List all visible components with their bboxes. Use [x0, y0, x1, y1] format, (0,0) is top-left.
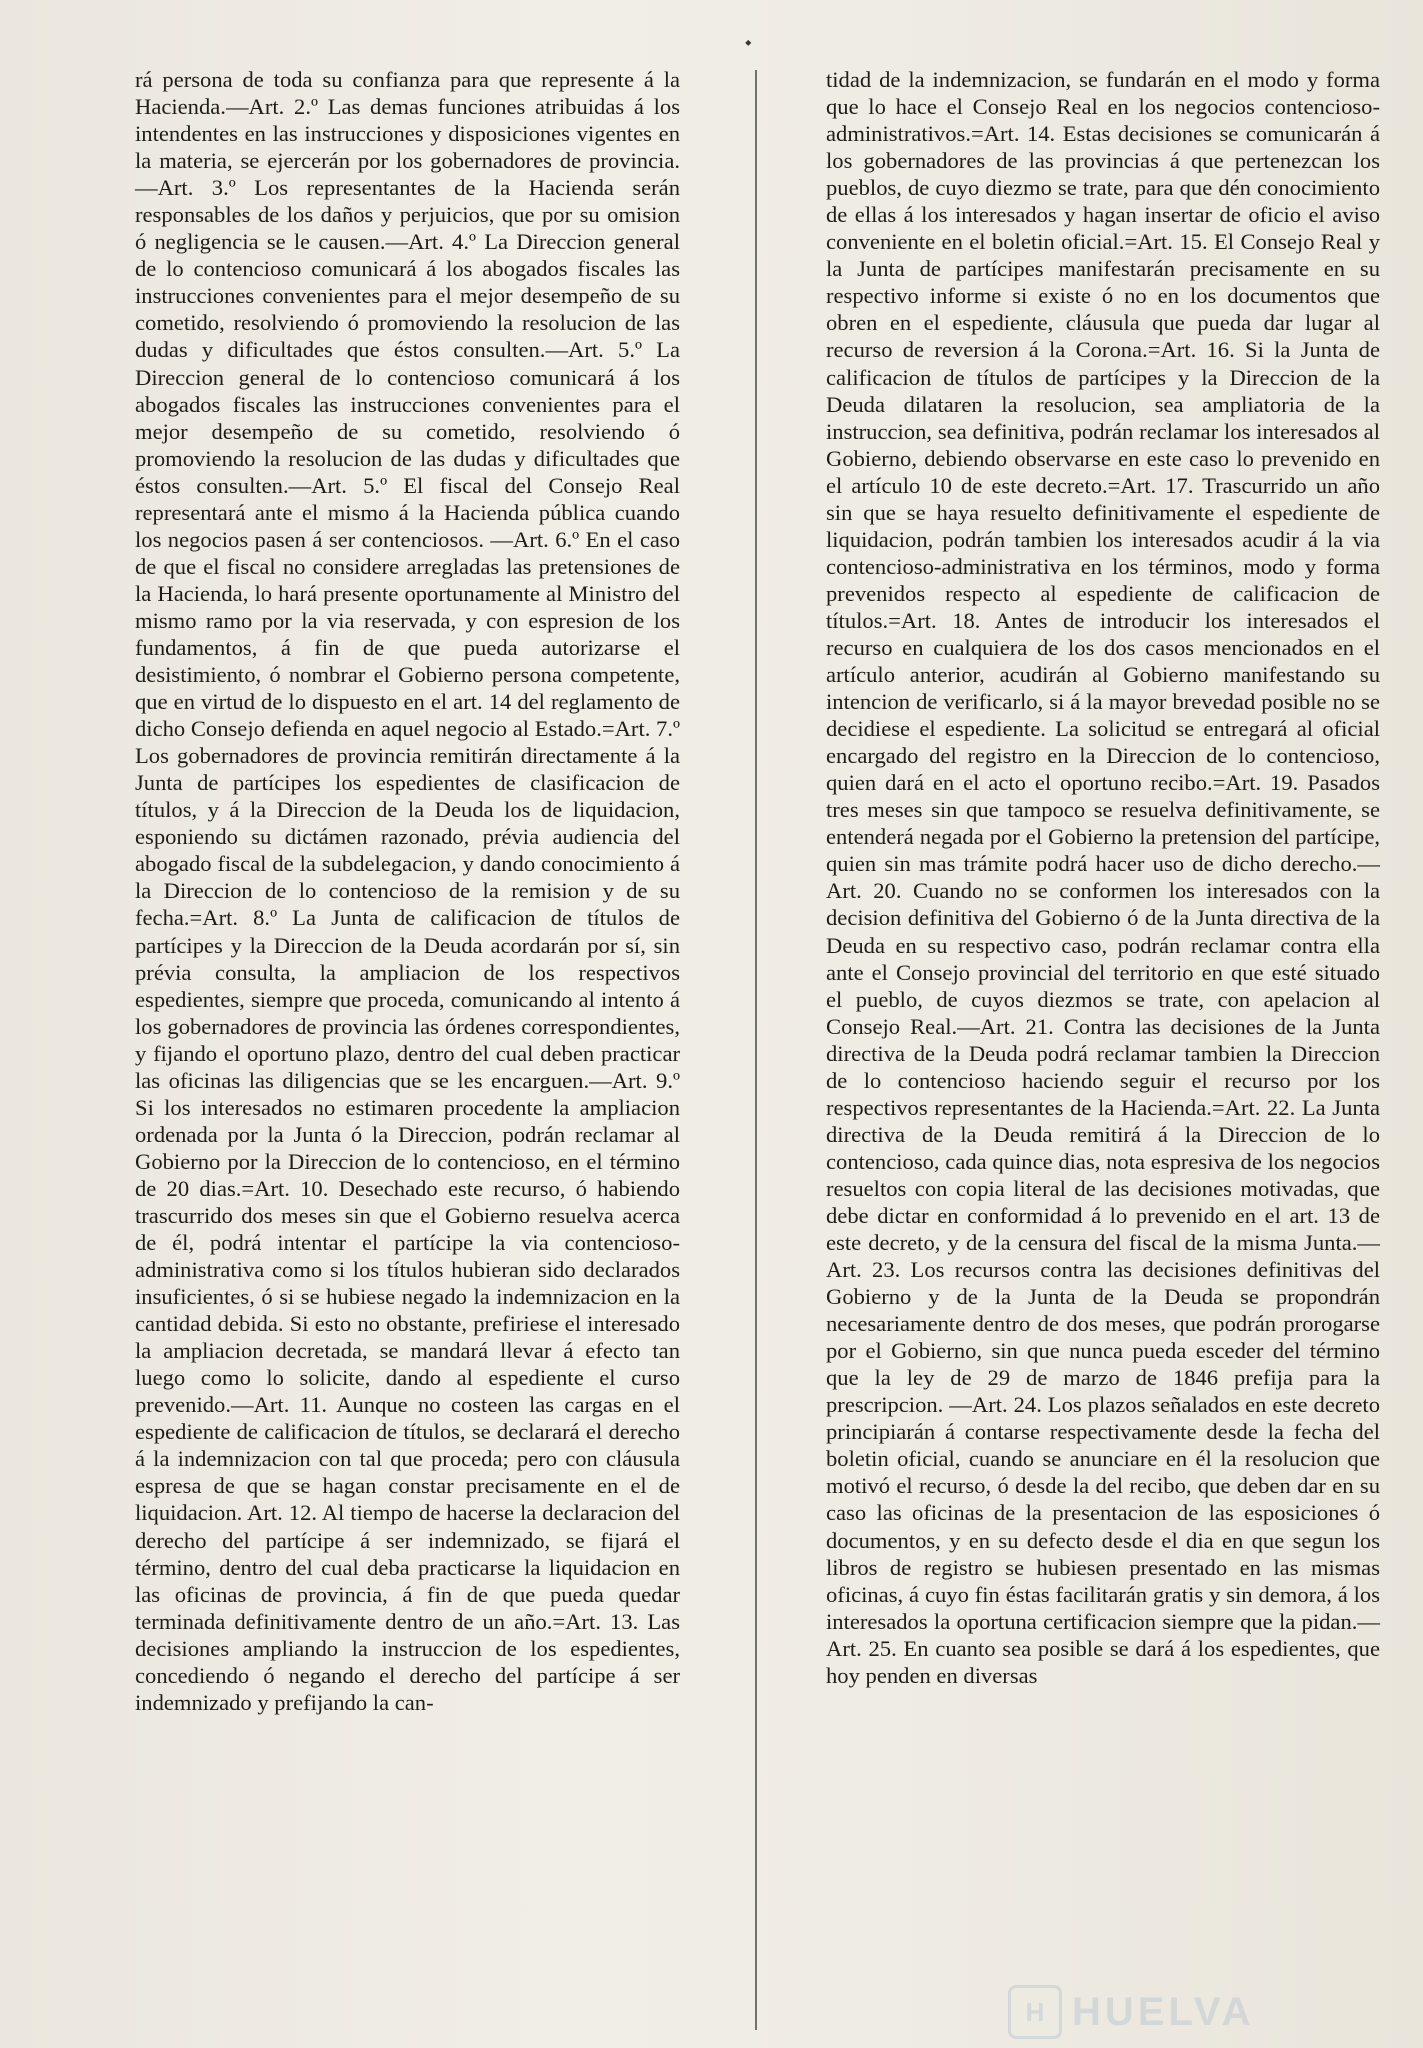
right-column-text: tidad de la indemnizacion, se fundarán en el modo y forma que lo hace el Consejo Real en los negocios contencioso-administrativos.=Art. 14. Estas decisiones se comunicarán á los gobernadores de las provincias á que pertenezcan los pueblos, de cuyo diezmo se trate, para que dén conocimiento de ellas á los interesados y hagan insertar de oficio el aviso conveniente en el boletin oficial.=Art. 15. El Consejo Real y la Junta de partícipes manifestarán precisamente en su respectivo informe si existe ó no en los documentos que obren en el espediente, cláusula que pueda dar lugar al recurso de reversion á la Corona.=Art. 16. Si la Junta de calificacion de títulos de partícipes y la Direccion de la Deuda dilataren la resolucion, sea ampliatoria de la instruccion, sea definitiva, podrán reclamar los interesados al Gobierno, debiendo observarse en este caso lo prevenido en el artículo 10 de este decreto.=Art. 17. Trascurrido un año sin que se haya resuelto definitivamente el espediente de liquidacion, podrán tambien los interesados acudir á la via contencioso-administrativa en los términos, modo y forma prevenidos respecto al espediente de calificacion de títulos.=Art. 18. Antes de introducir los interesados el recurso en cualquiera de los dos casos mencionados en el artículo anterior, acudirán al Gobierno manifestando su intencion de verificarlo, si á la mayor brevedad posible no se decidiese el espediente. La solicitud se entregará al oficial encargado del registro en la Direccion de lo contencioso, quien dará en el acto el oportuno recibo.=Art. 19. Pasados tres meses sin que tampoco se resuelva definitivamente, se entenderá negada por el Gobierno la pretension del partícipe, quien sin mas trámite podrá hacer uso de dicho derecho.—Art. 20. Cuando no se conformen los interesados con la decision definitiva del Gobierno ó de la Junta directiva de la Deuda en su respectivo caso, podrán reclamar contra ella ante el Consejo provincial del territorio en que esté situado el pueblo, de cuyos diezmos se trate, con apelacion al Consejo Real.—Art. 21. Contra las decisiones de la Junta directiva de la Deuda podrá reclamar tambien la Direccion de lo contencioso haciendo seguir el recurso por los respectivos representantes de la Hacienda.=Art. 22. La Junta directiva de la Deuda remitirá á la Direccion de lo contencioso, cada quince dias, nota espresiva de los negocios resueltos con copia literal de las decisiones motivadas, que debe dictar en conformidad á lo prevenido en el art. 13 de este decreto, y de la censura del fiscal de la misma Junta.—Art. 23. Los recursos contra las decisiones definitivas del Gobierno y de la Junta de la Deuda se propondrán necesariamente dentro de dos meses, que podrán prorogarse por el Gobierno, sin que nunca pueda esceder del término que la ley de 29 de marzo de 1846 prefija para la prescripcion. —Art. 24. Los plazos señalados en este decreto principiarán á contarse respectivamente desde la fecha del boletin oficial, cuando se anunciare en él la resolucion que motivó el recurso, ó desde la del recibo, que deben dar en su caso las oficinas de la presentacion de las esposiciones ó documentos, y en su defecto desde el dia en que segun los libros de registro se hubiesen presentado en las mismas oficinas, á cuyo fin éstas facilitarán gratis y sin demora, á los interesados la oportuna certificacion siempre que la pidan.—Art. 25. En cuanto sea posible se dará á los espedientes, que hoy penden en diversas [826, 67, 1380, 1688]
left-column-text: rá persona de toda su confianza para que represente á la Hacienda.—Art. 2.º Las demas funciones atribuidas á los intendentes en las instrucciones y disposiciones vigentes en la materia, se ejercerán por los gobernadores de provincia.—Art. 3.º Los representantes de la Hacienda serán responsables de los daños y perjuicios, que por su omision ó negligencia se le causen.—Art. 4.º La Direccion general de lo contencioso comunicará á los abogados fiscales las instrucciones convenientes para el mejor desempeño de su cometido, resolviendo ó promoviendo la resolucion de las dudas y dificultades que éstos consulten.—Art. 5.º La Direccion general de lo contencioso comunicará á los abogados fiscales las instrucciones convenientes para el mejor desempeño de su cometido, resolviendo ó promoviendo la resolucion de las dudas y dificultades que éstos consulten.—Art. 5.º El fiscal del Consejo Real representará ante el mismo á la Hacienda pública cuando los negocios pasen á ser contenciosos. —Art. 6.º En el caso de que el fiscal no considere arregladas las pretensiones de la Hacienda, lo hará presente oportunamente al Ministro del mismo ramo por la via reservada, y con espresion de los fundamentos, á fin de que pueda autorizarse el desistimiento, ó nombrar el Gobierno persona competente, que en virtud de lo dispuesto en el art. 14 del reglamento de dicho Consejo defienda en aquel negocio al Estado.=Art. 7.º Los gobernadores de provincia remitirán directamente á la Junta de partícipes los espedientes de clasificacion de títulos, y á la Direccion de la Deuda los de liquidacion, esponiendo su dictámen razonado, prévia audiencia del abogado fiscal de la subdelegacion, y dando conocimiento á la Direccion de lo contencioso de la remision y de su fecha.=Art. 8.º La Junta de calificacion de títulos de partícipes y la Direccion de la Deuda acordarán por sí, sin prévia consulta, la ampliacion de los respectivos espedientes, siempre que proceda, comunicando al intento á los gobernadores de provincia las órdenes correspondientes, y fijando el oportuno plazo, dentro del cual deben practicar las oficinas las diligencias que se les encarguen.—Art. 9.º Si los interesados no estimaren procedente la ampliacion ordenada por la Junta ó la Direccion, podrán reclamar al Gobierno por la Direccion de lo contencioso, en el término de 20 dias.=Art. 10. Desechado este recurso, ó habiendo trascurrido dos meses sin que el Gobierno resuelva acerca de él, podrá intentar el partícipe la via contencioso-administrativa como si los títulos hubieran sido declarados insuficientes, ó si se hubiese negado la indemnizacion en la cantidad debida. Si esto no obstante, prefiriese el interesado la ampliacion decretada, se mandará llevar á efecto tan luego como lo solicite, dando al espediente el curso prevenido.—Art. 11. Aunque no costeen las cargas en el espediente de calificacion de títulos, se declarará el derecho á la indemnizacion con tal que proceda; pero con cláusula espresa de que se hagan constar precisamente en el de liquidacion. Art. 12. Al tiempo de hacerse la declaracion del derecho del partícipe á ser indemnizado, se fijará el término, dentro del cual deba practicarse la liquidacion en las oficinas de provincia, á fin de que pueda quedar terminada definitivamente dentro de un año.=Art. 13. Las decisiones ampliando la instruccion de los espedientes, concediendo ó negando el derecho del partícipe á ser indemnizado y prefijando la can- [135, 67, 680, 1715]
watermark-seal-icon: H [1008, 1985, 1062, 2039]
watermark-text: HUELVA [1072, 1989, 1255, 2034]
left-column [135, 66, 680, 1716]
column-divider [755, 70, 757, 2030]
right-column [826, 66, 1380, 1689]
column-top-mark: ⬩ [745, 32, 752, 52]
watermark [1008, 1982, 1408, 2042]
